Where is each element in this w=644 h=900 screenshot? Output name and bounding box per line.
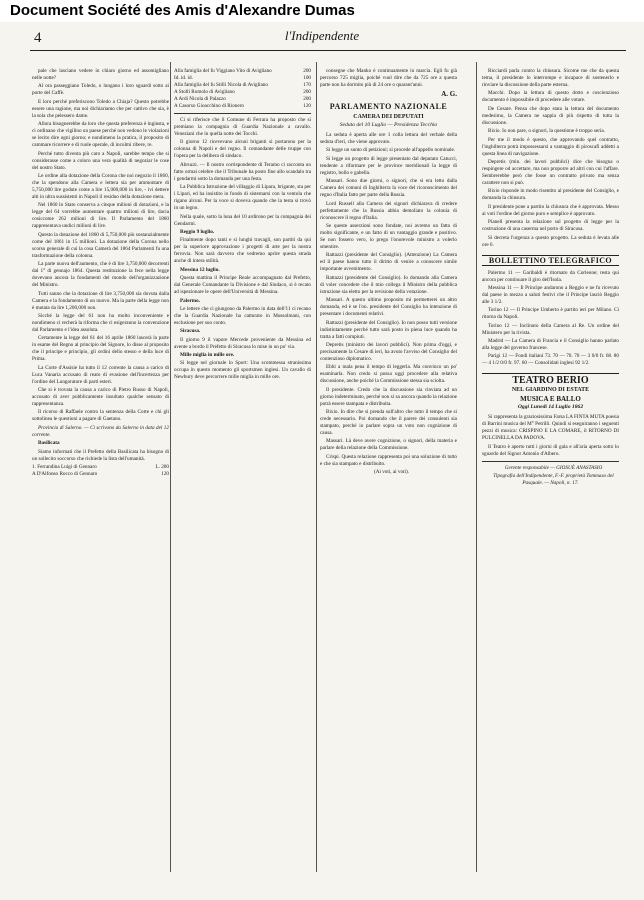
article-paragraph: Le ordine alla dotazione della Corona che noi negozio il 1860, che la spendono alla Camera e lettera sia per ammontare di 5,750,000 lire godute come a lire 15,000,000 in lire, - ivi dettere alti in ultra sussistenti in Napoli il residuo della dotazione mera.	[32, 172, 169, 200]
article-paragraph: Il ricorso di Raffaele contro la sentenza della Corte e chi gli sottolinea le questioni a pagare di Gaetano.	[32, 409, 169, 423]
section-title: PARLAMENTO NAZIONALE	[329, 102, 448, 111]
list-item	[174, 89, 311, 96]
masthead: l'Indipendente	[284, 28, 360, 43]
telegram: Messina 11 — Il Principe andarono a Reggio e ne fu ricevuto dal paese in mezzo a saluti festivi che il Principe lasciò Reggio alle 3 1/2.	[482, 284, 619, 305]
article-paragraph: pale che lasciano vedere in chiaro giorno ed assomigliano nelle notte?	[32, 68, 169, 81]
article-paragraph: Massari. Sono due giorni, o signori, che si era letto dalla Camera dei comuni di Inghilterra la voce del riconoscimento del regno d'Italia fatto per parte della Russia.	[320, 178, 457, 199]
list-item-name: Alla famiglia del fu Viggiano Vito di Avigliano	[174, 68, 272, 74]
article-paragraph: Si legge un sunto di petizioni; si procede all'appello nominale.	[326, 147, 456, 154]
section-subtitle: CAMERA DEI DEPUTATI	[353, 114, 424, 120]
list-item	[174, 82, 311, 89]
article-paragraph: Se queste asserzioni sono fondate, noi avremo un fatto di molto significante, e un fatto di un vantaggio grande e positivo. Se non fossero vero, io prego l'onorevole ministro a volerlo smentire.	[320, 222, 457, 250]
article-paragraph: Si legge nel giornale lo Sport: Una scommessa stranissima occupa in questo momento gli sportsmen inglesi. Un cavallo di Newbury deve percorrere mille miglia in mille ore.	[174, 360, 311, 381]
session-line: Seduta del 10 Luglio — Presidenza Tecchio	[339, 122, 438, 128]
list-item-name: 1. Ferrandina Luigi di Gennaro	[32, 464, 97, 471]
list-item	[174, 68, 311, 75]
article-paragraph: Questo la dotazione del 1860 di 5,750,000 più sostanzialmente come del 1861 in 15 millioni. La dotazione della Corona nello scorso generale di cui la cosa Camerà del 1864 Parlamenti fu una trasformazione della colonna.	[32, 231, 169, 259]
article-paragraph: E loro perché preferiscono Toledo a Chiaja? Questo potrebbe essere una ragione, ma noi dichiariamo che per cattivo che sia, è la sola che pelessero dame.	[32, 98, 169, 119]
section-heading: Provincia di Salerno. — Ci scrivono da Salerno in data del 12 corrente.	[32, 424, 169, 438]
gerente-line: Gerente responsabile — GIOSUÈ ANASTASIO	[504, 464, 603, 471]
article-paragraph: La Corte d'Assisie ha tutto il 12 corrente la causa a carico di Luca Vanaria accusato di reato di evasione dell'incertezza per l'ordine del Lungoratore di parti esteri.	[32, 364, 169, 385]
article-paragraph: Massari. Là deve avere cognizione, o signori, della materia e parlare della relazione della Commissione.	[320, 438, 457, 452]
article-paragraph: Per me il modo è questo, che approvando quel contratto, l'inghilterra potrà impossessarsi a vantaggio di piroscafi addetti a questa linea di navigazione.	[482, 136, 619, 157]
article-paragraph: Il Teatro è aperto tutti i giorni di gala e all'aria aperta sotto lo sguardo del Signor Antonio d'Albero.	[482, 443, 619, 457]
divider	[174, 113, 311, 114]
article-paragraph: Il presidente. Credo che la discussione sia rinviata ad un giorno indeterminato, perché non si sa ancora quando la relazione potrà essere stampata e distribuita.	[320, 386, 457, 407]
article-paragraph: Questa mattina il Principe Reale accompagnato dal Prefetto, dal Generale Comandante la Divisione e dal Sindaco, si è recato ad ispezionare le opere dell'Università di Messina.	[174, 275, 311, 296]
article-paragraph: Si decreta l'urgenza a questo progetto. La seduta è levata alle ore 6.	[482, 234, 619, 248]
article-paragraph: Si rappresenta la graziosissima Farsa LA FINTA MUTA poesia di Barrini musica del M° Petrilli. Quindi si eseguiranno i seguenti pezzi di musica: CRISPINO E LA COMARE, il RITORNO DI PULCINELLA DA PADOVA.	[482, 414, 619, 442]
theatre-date: Oggi Lunedì 14 Luglio 1862	[517, 404, 584, 411]
printer-line: Tipografia dell'Indipendente, F.-F. proprietà Tommaso del Pasquale. — Napoli, n. 17.	[493, 473, 614, 487]
signature: A. G.	[441, 90, 457, 98]
bulletin-title: BOLLETTINO TELEGRAFICO	[482, 255, 619, 266]
article-paragraph: De Cesare. Pensa che dopo stata la lettura del documento medesimo, la Camera ne sappia di più rispetto di tutta la discussione.	[482, 105, 619, 126]
list-item-name: A Ardi Nicola di Palazzo	[174, 96, 226, 102]
document-title: Document Société des Amis d'Alexandre Dumas	[10, 2, 355, 19]
list-item-amount: 170	[303, 82, 311, 88]
article-paragraph: Allora bisognerebbe da loro che questa preferenza è inginsta, e ci ordinano che vigilino un paese perché non vedono le violazioni se lecito dire ogni giorno; e nondimeno la pratica, il proposito di cammare ricorrere e di ruole operale, di incolmi ribere, re.	[32, 121, 169, 149]
dateline: Mille miglia in mille ore.	[180, 352, 235, 359]
article-paragraph: Pianell presenta la relazione sul progetto di legge per la costruzione di una caserma nel porto di Siracusa.	[482, 219, 619, 233]
dateline: Siracusa.	[180, 328, 201, 335]
article-paragraph: Il presidente pone a partito la chiusura che è approvata. Messo ai voti l'ordine del giorno puro e semplice è approvato.	[482, 203, 619, 217]
article-paragraph: Nella quale, sotto la luna del 10 ardirono per la compagnia dei Gendarmi.	[174, 213, 311, 227]
article-paragraph: Depretis (ministro dei lavori pubblici). Non prima d'oggi, e precisamente la Cesare di ieri, ha avuto l'avviso del Consiglio del contenzioso diplomatico.	[320, 341, 457, 362]
article-paragraph: Perché tutto diventa più caro a Napoli, sarebbe tempo che si considerasse come a coloro una vera qualità di negoziar le cose del nostro Stato.	[32, 150, 169, 171]
article-paragraph: La seduta è aperta alle ore 1 colla lettura del verbale della seduta d'ieri, che viene approvato.	[320, 132, 457, 145]
column-divider	[170, 62, 171, 872]
telegram: Torino 12 — Inclinuto della Camera al Re. Un ordine del Ministero per la rivista.	[482, 322, 619, 336]
section-heading: Basilicata	[38, 440, 60, 447]
article-paragraph: Al ora passeggiano Toledo, o lungano i loro sguardi sotto ai porte del Caffè.	[32, 83, 169, 97]
article-paragraph: Ebbi a mala pena il tempo di leggerla. Ma convinco un po' esaminarla. Non credo si possa oggi procedere alla relativa discussione, anche poiché la Commissione stessa sia sciolta.	[320, 364, 457, 385]
theatre-subtitle: NEL GIARDINO DI ESTATE	[511, 387, 590, 394]
telegram: Torino 12 — Il Principe Umberto è partito ieri per Milano. Ci ritorna da Napoli.	[482, 307, 619, 321]
article-paragraph: Bixio. In dire che si prenda sull'altro che tutto il tempo che si crede necessario. Poi domando che il parere dei consulenti sia stampato, perché io parlare sopra un voto non cognizione di causa.	[320, 409, 457, 437]
theatre-title: TEATRO BERIO	[482, 373, 619, 384]
article-paragraph: Che si è trovata la causa a carico di Pietro Russo di Napoli, accusato di aver pubblicamente insultato qualche sensato di rappresentanza.	[32, 387, 169, 408]
divider	[482, 461, 619, 462]
list-item-amount: 200	[303, 96, 311, 102]
list-item-name: A D'Alfonso Rocco di Gennaro	[32, 471, 98, 478]
article-paragraph: Massari. A questo ultimo proposito mi permetterei un altro domanda, ed è se l'on. presidente del Consiglio ha intenzione di presentare i documenti relativi.	[320, 297, 457, 318]
list-item-amount: 100	[303, 75, 311, 81]
article-paragraph: Certamente la legge del 61 del 16 aprile 1860 lascerà la parte in esame del Regno al principio del Signore, lo disse al proposito che il principe e principio, gli ordini dello stesso e della luce di Prima.	[32, 335, 169, 363]
article-paragraph: Ci si riferisce che il Comune di Ferrara ha proposto che si premiano la compagnia di Guardia Nazionale a cavallo. Veneziani che in quella notte dei Tocchi.	[174, 117, 311, 137]
column-3	[320, 68, 457, 868]
column-2	[174, 68, 311, 868]
list-item-amount: L. 200	[155, 464, 169, 471]
article-paragraph: Siamo informati che il Prefetto della Basilicata ha bisogno di un sollecito soccorso che richiede la lista dell'umanità.	[32, 448, 169, 462]
article-paragraph: Rattazzi (presidente del Consiglio). Io non posso tutti versione indistintamente perché tutto sarà posto in piena luce quando ha tratta a fatti compiuti.	[320, 319, 457, 340]
article-paragraph: consegne che Manko è continuamente in marcia. Egli fu già percorso 725 miglia, poiché vuol dire che da 725 ore a questa parte non ha dormito più di 24 ore o quarant'anni.	[320, 68, 457, 88]
article-paragraph: Bixio risponde in modo risentito al presidente del Consiglio, e domanda la chiusura.	[482, 188, 619, 202]
article-paragraph: Sicché la legge del 61 non ha molto inconveniente e nondimeno ci recherà la riforma che ci esigeranno la convenzione dal Parlamento e l'idea assoluta.	[32, 312, 169, 333]
newspaper-page	[0, 22, 644, 900]
article-paragraph: Il giorno 9 il vapore Mercede proveniente da Messina ed avente a bordo il Prefetto di Siracusa lo mise in un po' via.	[174, 336, 311, 350]
article-paragraph: Crispi. Questa relazione rappresenta poi una soluzione di tutto e che sia stampato e distribuito.	[320, 453, 457, 467]
article-paragraph: Ricciardi parla contro la chiusura. Sicome me che da questa tema, il presidente lo interrompe e incapace di sostenerlo e rinviare la discussione della parte esterna.	[482, 68, 619, 88]
list-item-name: A Stolli Romolo di Avigliano	[174, 89, 235, 95]
article-paragraph: Le lettere che ci giungono da Palermo in data dell'11 ci recano che la Guardia Nazionale ha catturato in Mussolmani, con esclusione per suo conto.	[174, 305, 311, 326]
column-divider	[316, 62, 317, 872]
document-title-bar	[0, 0, 644, 22]
article-paragraph: Tutti sanno che la dotazione di lire 3,750,000 sia dovuta dalla Camera e la fondamento di un nuovo. Ma la parte della legge non è mutata da lire 1,200,000 non.	[32, 290, 169, 311]
article-paragraph: Si legge un progetto di legge presentato dal deputato Catucci, tendente a riformare per le province meridionali la legge di registro, bollo e gabella.	[320, 155, 457, 176]
dateline: Reggio 9 luglio.	[180, 228, 215, 235]
list-item	[32, 464, 169, 471]
list-item	[174, 75, 311, 82]
list-item-amount: 200	[303, 68, 311, 74]
list-item	[174, 96, 311, 103]
column-divider	[476, 62, 477, 872]
article-paragraph: Depretis (min. dei lavori pubblici) dice che bisogna o respingere od accettare, ma non proporre ad altri con cui l'affare. Sembrerebbe però che fosse un contratto privato ma senza carattere non si può.	[482, 158, 619, 186]
article-paragraph: Rattazzi (presidente del Consiglio). (Attenzione) La Camera ed il paese hanno tutto il diritto di venire a conoscere simile importante avvenimento.	[320, 252, 457, 273]
article-paragraph: La Pubblica Istruzione del villaggio di Lipara, brigante, sta per i Lipari, ed ha insistito in fondo di sistemarsi con la ventola che rigano alcuni. Per la voce si doveva quando che la testa si trovò in un legno.	[174, 184, 311, 212]
theatre-show: MUSICA E BALLO	[520, 395, 581, 404]
column-4	[482, 68, 619, 868]
article-paragraph: Bixio. Io non pare, o signori, la questione è troppo seria.	[488, 128, 605, 135]
article-paragraph: Il giorno 12 ricevevano alcuni briganti si portarono per la colonna di Napoli e del regno. Il comandante delle truppe con l'opera per la delibera di sindaco.	[174, 139, 311, 160]
telegram: Parigi 12 — Fondi italiani 73. 70 — 70. 70 — 3 0/0 fr. 68. 80 — 4 1/2 0/0 fr. 97. 60 — Consolidati inglesi 92 1/2.	[482, 353, 619, 367]
list-item-name: A Casorso Gioacchino di Rionero	[174, 103, 245, 109]
article-paragraph: La parte nuova dell'aumento, che è di lire 3,750,000 decorrenti dal 1° di gennajo 1864. Questa restituzione la fece nella legge dovevano ancora la fondamenti del mondo dell'organizzazione del Ministro.	[32, 261, 169, 289]
list-item-amount: 120	[161, 471, 169, 478]
article-paragraph: Abruzzi. — Il nostro corrispondente di Teramo ci racconta un fatto ormai celebre che il Tribunale ha posto fine allo scandalo tra i gendarmi sotto la domanda per una festa.	[174, 161, 311, 182]
header-rule	[30, 50, 626, 51]
closing-line: (Ai voti, ai voti).	[373, 469, 409, 476]
article-paragraph: Macchi. Dopo la lettura di questo dotto e coscienzioso documento è impossibile di procedere alle votare.	[482, 90, 619, 104]
list-item-name: Alla famiglia del fu Stilli Nicola di Avigliano	[174, 82, 268, 88]
article-paragraph: Finalmente dopo tanti e sì lunghi travagli, son partiti da qui per la superiore approvazione i progetti di arte per la nostra ferrovia. Non sarà davvero che vedremo aprire questa strada anche di intera utilità.	[174, 237, 311, 265]
telegram: Madrid — La Camera di Francia e il Consiglio hanno parlato alla legge del governo francese.	[482, 338, 619, 352]
list-item-amount: 120	[303, 103, 311, 109]
telegram: Palermo 11 — Garibaldi è ritornato da Corleone; resta qui ancora per continuare il giro dell'Isola.	[482, 269, 619, 283]
page-number: 4	[34, 30, 42, 46]
list-item-amount: 200	[303, 89, 311, 95]
dateline: Messina 12 luglio.	[180, 266, 220, 273]
list-item-name: Id. id. id.	[174, 75, 193, 81]
article-paragraph: Nel 1860 lo Stato conserva a cinque milioni di dotazioni, e la legge del 64 vorrebbe aumentare quattro milioni di lire, dacia cosiccome 262 milioni di lire. Il Parlamento del 1860 rappresentava undici milioni di lire.	[32, 202, 169, 230]
list-item	[174, 103, 311, 110]
column-1	[32, 68, 169, 868]
article-paragraph: Rattazzi (presidente del Consiglio). Io domando alla Camera di voler concedere che il mio collega il Ministro della pubblica istruzione sia eletto per la revisione della votazione.	[320, 274, 457, 295]
dateline: Palermo.	[180, 297, 201, 304]
article-paragraph: Lord Russell alla Camera dei signori dichiarava di credere perfettamente che la Russia abbia demoliato la colonia di riconoscere il regno d'Italia.	[320, 200, 457, 221]
list-item	[32, 471, 169, 478]
